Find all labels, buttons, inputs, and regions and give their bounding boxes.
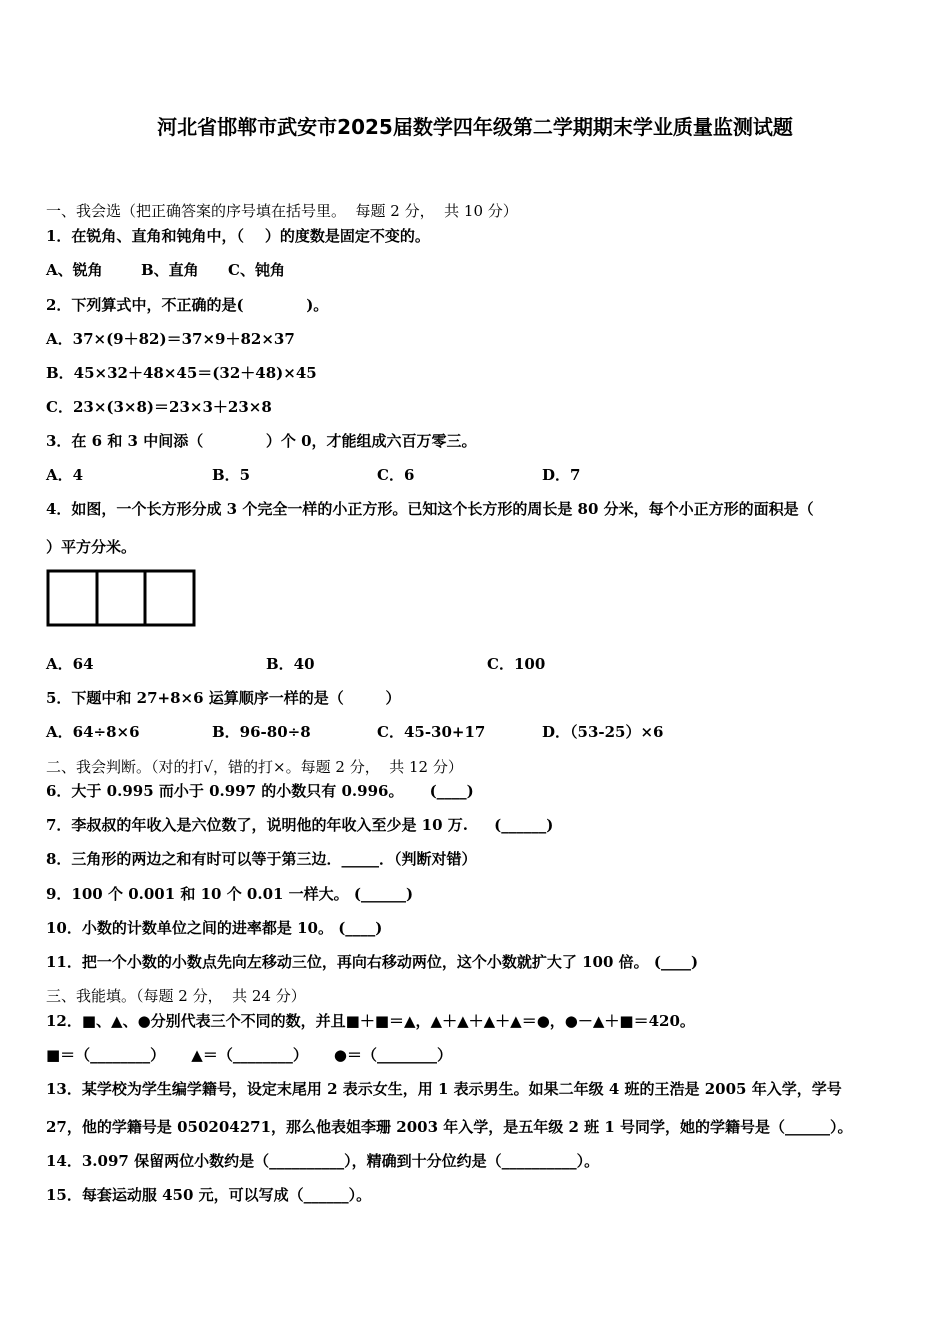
q3-option-c: C．6	[377, 466, 415, 484]
question-10: 10．小数的计数单位之间的进率都是 10。 (____)	[46, 919, 383, 937]
q3-option-a: A．4	[46, 466, 84, 484]
question-14: 14．3.097 保留两位小数约是（__________），精确到十分位约是（__________）。	[46, 1152, 600, 1170]
section-3-heading: 三、我能填。（每题 2 分， 共 24 分）	[46, 987, 306, 1005]
q1-option-b: B、直角	[141, 261, 199, 279]
q2-option-a: A．37×(9＋82)＝37×9＋82×37	[46, 330, 295, 348]
section-1-heading: 一、我会选（把正确答案的序号填在括号里。 每题 2 分， 共 10 分）	[46, 202, 518, 220]
question-6: 6．大于 0.995 而小于 0.997 的小数只有 0.996。 (____)	[46, 782, 474, 800]
q2-option-b: B．45×32＋48×45＝(32＋48)×45	[46, 364, 317, 382]
question-13-line-2: 27，他的学籍号是 050204271，那么他表姐李珊 2003 年入学，是五年级 2 班 1 号同学，她的学籍号是（______）。	[46, 1118, 853, 1136]
q3-option-d: D．7	[542, 466, 581, 484]
rectangle-three-squares-figure	[46, 569, 196, 627]
page-title: 河北省邯郸市武安市2025届数学四年级第二学期期末学业质量监测试题	[157, 115, 793, 139]
question-1: 1．在锐角、直角和钝角中，（ ）的度数是固定不变的。	[46, 227, 430, 245]
question-13-line-1: 13．某学校为学生编学籍号，设定末尾用 2 表示女生，用 1 表示男生。如果二年级 4 班的王浩是 2005 年入学，学号	[46, 1080, 842, 1098]
q4-option-b: B．40	[266, 655, 315, 673]
question-2: 2．下列算式中，不正确的是( )。	[46, 296, 329, 314]
question-15: 15．每套运动服 450 元，可以写成（______）。	[46, 1186, 372, 1204]
question-9: 9．100 个 0.001 和 10 个 0.01 一样大。 (______)	[46, 885, 414, 903]
q4-option-c: C．100	[487, 655, 546, 673]
q5-option-d: D．（53-25）×6	[542, 723, 664, 741]
q1-option-a: A、锐角	[46, 261, 103, 279]
question-8: 8．三角形的两边之和有时可以等于第三边．_____．（判断对错）	[46, 850, 477, 868]
q5-option-c: C．45-30+17	[377, 723, 486, 741]
question-11: 11．把一个小数的小数点先向左移动三位，再向右移动两位，这个小数就扩大了 100 倍。 (____)	[46, 953, 699, 971]
q1-option-c: C、钝角	[228, 261, 285, 279]
q2-option-c: C．23×(3×8)＝23×3＋23×8	[46, 398, 272, 416]
q4-option-a: A．64	[46, 655, 94, 673]
question-5: 5．下题中和 27+8×6 运算顺序一样的是（ ）	[46, 689, 401, 707]
question-3: 3．在 6 和 3 中间添（ ）个 0，才能组成六百万零三。	[46, 432, 477, 450]
q3-option-b: B．5	[212, 466, 251, 484]
question-12-answers: ■＝（________） ▲＝（________） ●＝（________）	[46, 1046, 453, 1064]
question-7: 7．李叔叔的年收入是六位数了，说明他的年收入至少是 10 万. (______)	[46, 816, 554, 834]
question-12: 12．■、▲、●分别代表三个不同的数，并且■＋■＝▲，▲＋▲＋▲＋▲＝●，●－▲＋■＝420。	[46, 1012, 695, 1030]
q5-option-a: A．64÷8×6	[46, 723, 140, 741]
question-4-line-1: 4．如图，一个长方形分成 3 个完全一样的小正方形。已知这个长方形的周长是 80 分米，每个小正方形的面积是（	[46, 500, 814, 518]
question-4-line-2: ）平方分米。	[46, 538, 137, 556]
q5-option-b: B．96-80÷8	[212, 723, 311, 741]
section-2-heading: 二、我会判断。（对的打√，错的打×。每题 2 分， 共 12 分）	[46, 758, 463, 776]
